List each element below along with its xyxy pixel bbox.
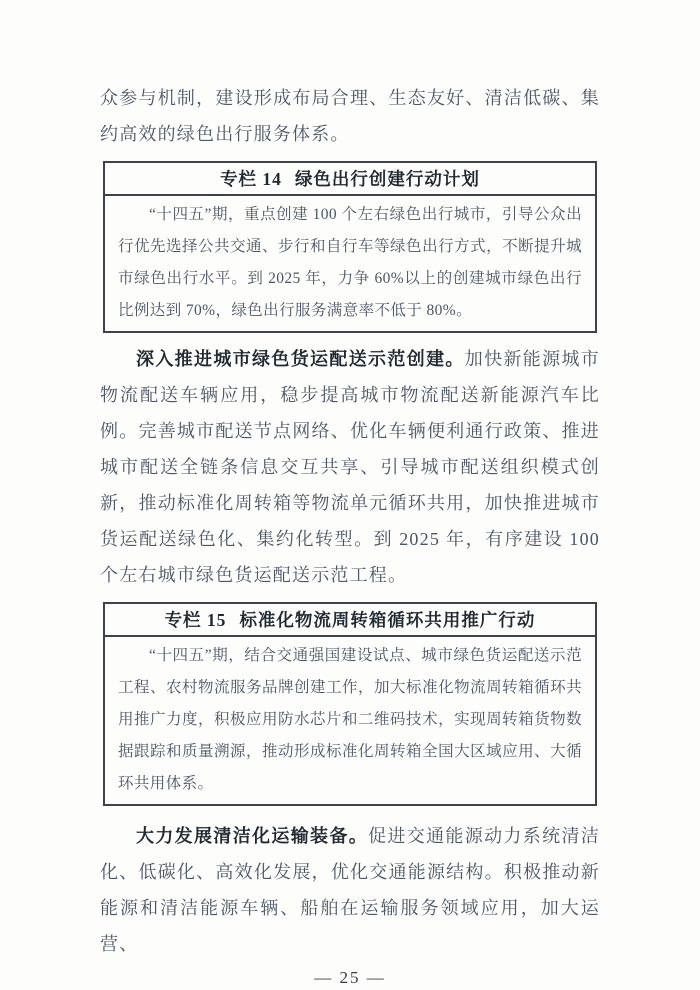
paragraph-green-freight <box>100 341 600 593</box>
column-box-14-header <box>105 163 595 196</box>
page-number: — 25 — <box>314 968 386 987</box>
column-box-14 <box>103 161 597 333</box>
column-box-14-title-text: 绿色出行创建行动计划 <box>294 169 480 189</box>
column-box-15-label: 专栏 15 <box>164 610 227 630</box>
column-box-14-body: “十四五”期，重点创建 100 个左右绿色出行城市，引导公众出行优先选择公共交通、步行和自行车等绿色出行方式，不断提升城市绿色出行水平。到 2025 年，力争 60%以上的创建城市绿色出行比例达到 70%，绿色出行服务满意率不低于 80%。 <box>118 206 582 319</box>
column-box-15-title-text: 标准化物流周转箱循环共用推广行动 <box>239 610 536 630</box>
paragraph-green-freight-lead: 深入推进城市绿色货运配送示范创建。 <box>136 349 465 369</box>
paragraph-clean-equipment <box>100 818 600 962</box>
paragraph-clean-equipment-rest: 促进交通能源动力系统清洁化、低碳化、高效化发展，优化交通能源结构。积极推动新能源和清洁能源车辆、船舶在运输服务领域应用，加大运营、 <box>100 826 600 954</box>
paragraph-green-freight-rest: 加快新能源城市物流配送车辆应用，稳步提高城市物流配送新能源汽车比例。完善城市配送节点网络、优化车辆便利通行政策、推进城市配送全链条信息交互共享、引导城市配送组织模式创新，推动标准化周转箱等物流单元循环共用，加快推进城市货运配送绿色化、集约化转型。到 2025 年，有序建设 100 个左右城市绿色货运配送示范工程。 <box>100 349 600 585</box>
column-box-15-header <box>105 604 595 637</box>
paragraph-continuation: 众参与机制，建设形成布局合理、生态友好、清洁低碳、集约高效的绿色出行服务体系。 <box>100 88 600 144</box>
paragraph-clean-equipment-lead: 大力发展清洁化运输装备。 <box>136 826 369 846</box>
column-box-15 <box>103 602 597 806</box>
column-box-15-body: “十四五”期，结合交通强国建设试点、城市绿色货运配送示范工程、农村物流服务品牌创建工作，加大标准化物流周转箱循环共用推广力度，积极应用防水芯片和二维码技术，实现周转箱货物数据跟踪和质量溯源，推动形成标准化周转箱全国大区域应用、大循环共用体系。 <box>118 647 582 792</box>
column-box-14-label: 专栏 14 <box>220 169 282 189</box>
